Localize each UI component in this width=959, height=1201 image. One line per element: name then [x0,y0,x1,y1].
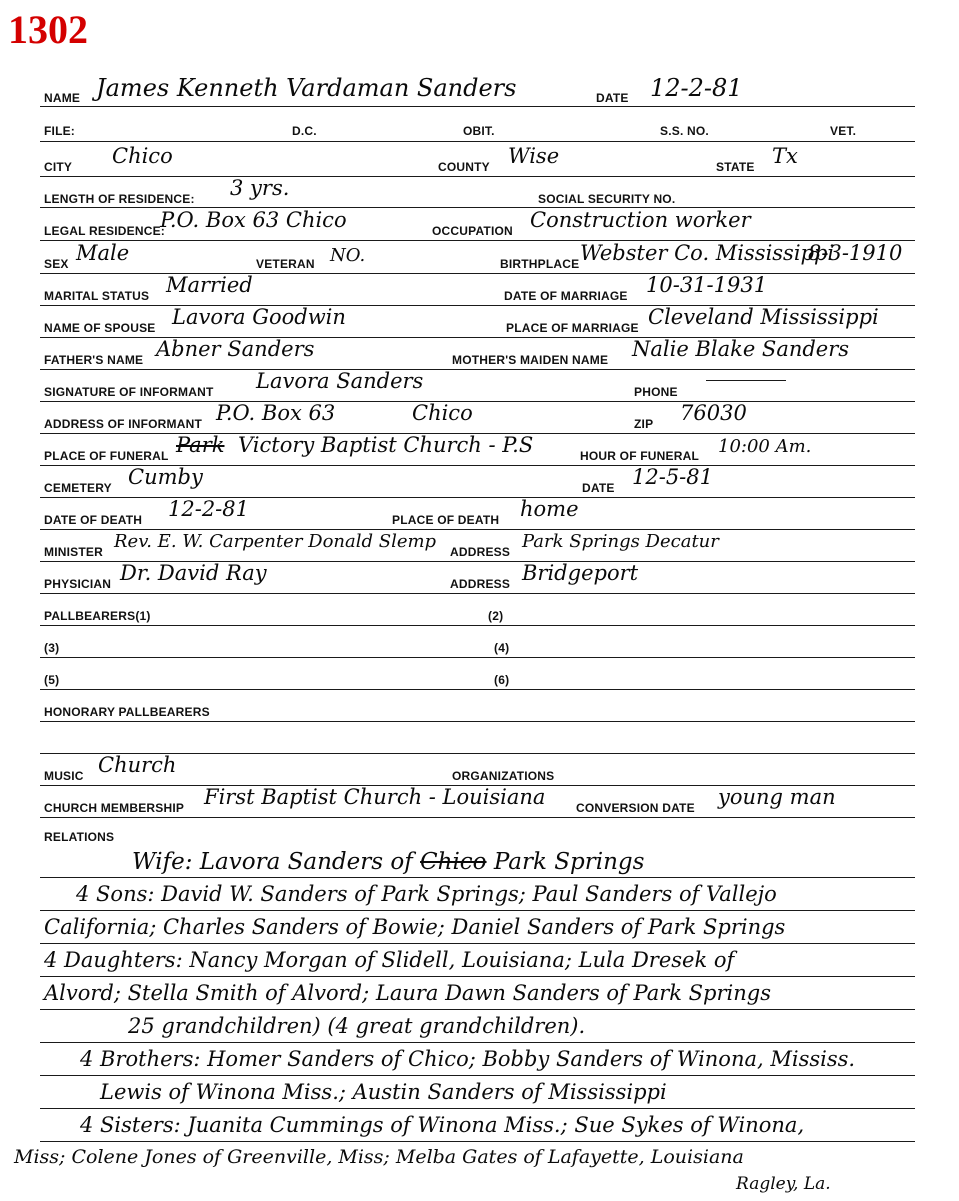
cemetery-date-value: 12-5-81 [632,465,713,489]
physician-address-label: ADDRESS [450,577,511,591]
county-label: COUNTY [438,160,490,174]
fathers-name-value: Abner Sanders [156,337,315,361]
rule [40,369,915,370]
city-label: CITY [44,160,73,174]
state-label: STATE [716,160,755,174]
place-of-marriage-label: PLACE OF MARRIAGE [506,321,639,335]
rule [40,657,915,658]
birthplace-label: BIRTHPLACE [500,257,580,271]
relations-line: 4 Sons: David W. Sanders of Park Springs; Paul Sanders of Vallejo [76,882,777,906]
pallbearers-label: PALLBEARERS(1) [44,609,151,623]
minister-address-label: ADDRESS [450,545,511,559]
relations-line: Lewis of Winona Miss.; Austin Sanders of Mississippi [100,1080,667,1104]
rule [40,910,915,911]
occupation-label: OCCUPATION [432,224,513,238]
rule [40,1141,915,1142]
pallbearer-5-label: (5) [44,673,60,687]
conversion-date-value: young man [718,785,836,809]
length-of-residence-value: 3 yrs. [230,176,290,200]
veteran-value: NO. [330,245,366,266]
file-label: FILE: [44,124,75,138]
date-of-death-value: 12-2-81 [168,497,249,521]
rule [40,529,915,530]
rule [40,625,915,626]
date-of-death-label: DATE OF DEATH [44,513,143,527]
relations-line: 4 Brothers: Homer Sanders of Chico; Bobby Sanders of Winona, Mississ. [80,1047,856,1071]
relations-line: 25 grandchildren) (4 great grandchildren). [128,1014,586,1038]
music-label: MUSIC [44,769,84,783]
conversion-date-label: CONVERSION DATE [576,801,695,815]
relations-line: Ragley, La. [736,1174,831,1194]
date-value: 12-2-81 [650,74,743,102]
signature-of-informant-label: SIGNATURE OF INFORMANT [44,385,214,399]
legal-residence-label: LEGAL RESIDENCE: [44,224,165,238]
vet-label: VET. [830,124,857,138]
zip-label: ZIP [634,417,654,431]
physician-address-value: Bridgeport [522,561,639,585]
place-of-death-value: home [520,497,579,521]
rule [40,1009,915,1010]
organizations-label: ORGANIZATIONS [452,769,555,783]
sex-label: SEX [44,257,69,271]
place-of-death-label: PLACE OF DEATH [392,513,500,527]
church-membership-label: CHURCH MEMBERSHIP [44,801,185,815]
relations-line: 4 Daughters: Nancy Morgan of Slidell, Louisiana; Lula Dresek of [44,948,735,972]
name-of-spouse-label: NAME OF SPOUSE [44,321,156,335]
relations-line: Alvord; Stella Smith of Alvord; Laura Dawn Sanders of Park Springs [44,981,771,1005]
address-of-informant-city-value: Chico [412,401,473,425]
cemetery-value: Cumby [128,465,203,489]
place-of-funeral-struck-value: Park [176,433,225,457]
state-value: Tx [772,144,798,168]
rule [40,1075,915,1076]
city-value: Chico [112,144,173,168]
mothers-maiden-name-label: MOTHER'S MAIDEN NAME [452,353,609,367]
minister-value: Rev. E. W. Carpenter Donald Slemp [114,531,437,552]
marital-status-label: MARITAL STATUS [44,289,150,303]
rule [40,141,915,142]
pallbearer-3-label: (3) [44,641,60,655]
date-of-marriage-label: DATE OF MARRIAGE [504,289,628,303]
minister-label: MINISTER [44,545,103,559]
fathers-name-label: FATHER'S NAME [44,353,144,367]
rule [40,176,915,177]
rule [40,593,915,594]
physician-value: Dr. David Ray [120,561,267,585]
relations-line: 4 Sisters: Juanita Cummings of Winona Miss.; Sue Sykes of Winona, [80,1113,805,1137]
rule [40,1108,915,1109]
mothers-maiden-name-value: Nalie Blake Sanders [632,337,850,361]
relations-line: Wife: Lavora Sanders of Chico Park Springs [132,849,645,875]
name-value: James Kenneth Vardaman Sanders [96,74,517,102]
relations-line: California; Charles Sanders of Bowie; Daniel Sanders of Park Springs [44,915,786,939]
name-label: NAME [44,91,81,105]
signature-of-informant-value: Lavora Sanders [256,369,424,393]
place-of-marriage-value: Cleveland Mississippi [648,305,879,329]
pallbearer-4-label: (4) [494,641,510,655]
rule [40,817,915,818]
length-of-residence-label: LENGTH OF RESIDENCE: [44,192,195,206]
pallbearer-2-label: (2) [488,609,504,623]
phone-dash [706,380,786,381]
rule [40,106,915,107]
physician-label: PHYSICIAN [44,577,112,591]
rule [40,976,915,977]
name-of-spouse-value: Lavora Goodwin [172,305,346,329]
veteran-label: VETERAN [256,257,315,271]
zip-value: 76030 [680,401,747,425]
place-of-funeral-value: Victory Baptist Church - P.S [238,433,534,457]
address-of-informant-value: P.O. Box 63 [216,401,336,425]
cemetery-label: CEMETERY [44,481,112,495]
legal-residence-value: P.O. Box 63 Chico [160,208,347,232]
birth-date-value: 8-3-1910 [808,241,903,265]
rule [40,689,915,690]
church-membership-value: First Baptist Church - Louisiana [204,785,546,809]
pallbearer-6-label: (6) [494,673,510,687]
ssno-label: S.S. NO. [660,124,709,138]
rule [40,943,915,944]
minister-address-value: Park Springs Decatur [522,531,719,552]
music-value: Church [98,753,177,777]
relations-line: Miss; Colene Jones of Greenville, Miss; Melba Gates of Lafayette, Louisiana [14,1146,744,1168]
rule [40,1042,915,1043]
marital-status-value: Married [166,273,253,297]
social-security-label: SOCIAL SECURITY NO. [538,192,676,206]
rule [40,721,915,722]
honorary-pallbearers-label: HONORARY PALLBEARERS [44,705,210,719]
birthplace-value: Webster Co. Mississippi [580,241,835,265]
record-number: 1302 [8,7,88,52]
rule [40,401,915,402]
place-of-funeral-label: PLACE OF FUNERAL [44,449,169,463]
hour-of-funeral-label: HOUR OF FUNERAL [580,449,699,463]
phone-label: PHONE [634,385,678,399]
sex-value: Male [76,241,130,265]
occupation-value: Construction worker [530,208,751,232]
relations-label: RELATIONS [44,830,115,844]
hour-of-funeral-value: 10:00 Am. [718,436,812,457]
obit-label: OBIT. [463,124,495,138]
date-of-marriage-value: 10-31-1931 [646,273,768,297]
date-label: DATE [596,91,629,105]
dc-label: D.C. [292,124,317,138]
county-value: Wise [508,144,560,168]
cemetery-date-label: DATE [582,481,615,495]
address-of-informant-label: ADDRESS OF INFORMANT [44,417,202,431]
rule [40,877,915,878]
